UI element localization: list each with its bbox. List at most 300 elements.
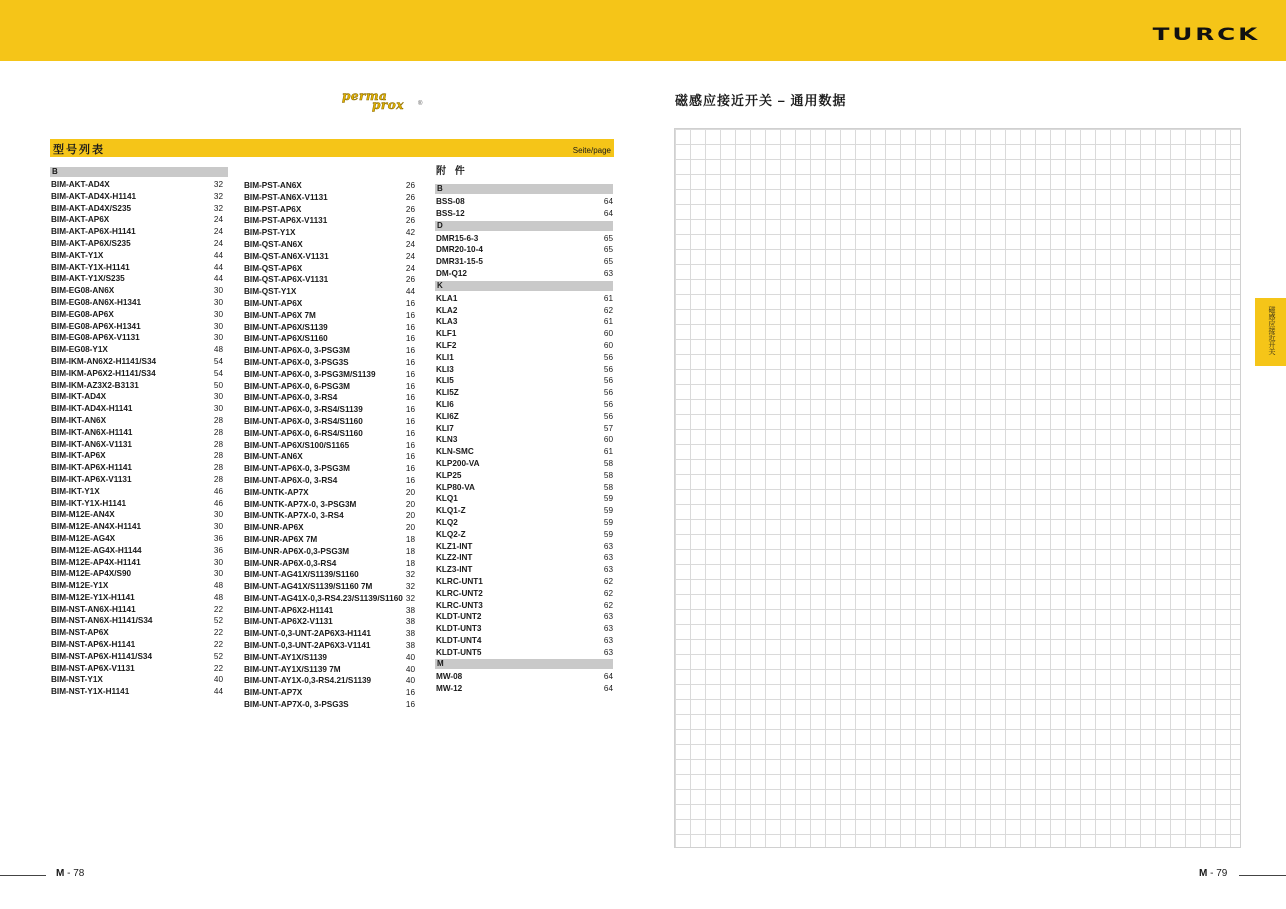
list-item [243,392,415,404]
list-item [435,647,613,659]
page-ref: 60 [603,435,613,445]
model-name: MW-08 [436,672,463,682]
model-name: KLI6Z [436,411,459,421]
page-ref: 62 [603,576,613,586]
page-ref: 58 [603,470,613,480]
page-ref: 59 [603,506,613,516]
model-name: BIM-EG08-AP6X-H1341 [51,321,141,331]
page-ref: 56 [603,411,613,421]
model-name: BIM-UNR-AP6X 7M [244,534,318,544]
page-ref: 46 [213,486,223,496]
list-item [243,204,415,216]
model-name: KLI5 [436,376,454,386]
page-ref: 65 [603,245,613,255]
permaprox-logo: perma prox ® [342,89,423,112]
page-ref: 16 [405,369,415,379]
model-name: KLF1 [436,329,457,339]
page-ref: 28 [213,427,223,437]
model-name: BIM-IKT-AN6X-V1131 [51,439,132,449]
model-name: BIM-UNT-AP6X-0, 6-RS4/S1160 [244,428,363,438]
list-item [435,316,613,328]
page-ref: 24 [405,263,415,273]
model-name: BIM-UNT-0,3-UNT-2AP6X3-V1141 [244,641,371,651]
model-name: KLP25 [436,470,462,480]
model-name: BIM-UNT-AP6X-0, 3-PSG3M [244,464,350,474]
list-item [435,268,613,280]
page-ref: 22 [213,628,223,638]
model-name: BIM-UNT-AY1X-0,3-RS4.21/S1139 [244,676,372,686]
list-item [50,214,223,226]
model-name: BIM-UNT-AP6X2-H1141 [244,605,334,615]
list-item [243,558,415,570]
model-name: BIM-UNT-AY1X/S1139 7M [244,664,341,674]
model-name: BIM-PST-Y1X [244,228,296,238]
list-item [435,256,613,268]
page-heading: 磁感应接近开关 – 通用数据 [675,93,847,108]
model-name: BIM-EG08-AP6X-V1131 [51,333,140,343]
list-item [50,203,223,215]
model-name: KLI3 [436,364,454,374]
model-name: BIM-IKM-AZ3X2-B3131 [51,380,139,390]
page-ref: 62 [603,600,613,610]
model-name: BIM-IKT-AP6X-H1141 [51,463,132,473]
page-ref: 44 [405,287,415,297]
list-item [50,627,223,639]
list-item [50,380,223,392]
page-ref: 28 [213,451,223,461]
model-name: KLI5Z [436,388,459,398]
model-name: BIM-PST-AN6X-V1131 [244,192,328,202]
model-name: KLQ1-Z [436,506,466,516]
list-item [243,699,415,711]
page-ref: 26 [405,216,415,226]
seite-page-label: Seite/page [572,146,611,155]
list-item [50,663,223,675]
page-ref: 26 [405,204,415,214]
model-name: KLQ1 [436,494,458,504]
list-item [435,576,613,588]
page-ref: 18 [405,546,415,556]
list-item [243,251,415,263]
list-item [243,239,415,251]
model-name: BIM-UNTK-AP7X-0, 3-RS4 [244,511,344,521]
accessories-column [435,166,613,695]
list-item [243,463,415,475]
model-name: BIM-M12E-AN4X-H1141 [51,522,142,532]
page-ref: 61 [603,317,613,327]
list-item [50,474,223,486]
footer-right [1190,868,1286,882]
list-item [50,179,223,191]
model-name: DMR20-10-4 [436,245,483,255]
model-name: BIM-IKT-AD4X [51,392,107,402]
list-item [243,534,415,546]
model-name: KLDT-UNT3 [436,624,482,634]
list-item [435,517,613,529]
list-item [50,545,223,557]
model-name: BIM-UNT-AG41X/S1139/S1160 7M [244,582,373,592]
list-item [243,333,415,345]
page-ref: 28 [213,474,223,484]
list-item [50,309,223,321]
side-tab [1255,298,1286,366]
list-item [435,375,613,387]
page-ref: 57 [603,423,613,433]
model-name: BIM-M12E-Y1X-H1141 [51,592,135,602]
list-item [435,411,613,423]
list-item [435,482,613,494]
page-ref: 38 [405,641,415,651]
model-name: BIM-UNT-AP7X [244,688,303,698]
list-item [435,529,613,541]
list-item [50,321,223,333]
page-ref: 46 [213,498,223,508]
list-item [243,345,415,357]
model-name: BSS-08 [436,197,465,206]
list-item [435,328,613,340]
model-name: BIM-UNT-AN6X [244,452,303,462]
page-ref: 63 [603,624,613,634]
model-name: BIM-NST-AP6X [51,628,109,638]
list-item [50,238,223,250]
list-item [435,387,613,399]
page-ref: 24 [213,215,223,225]
page-ref: 22 [213,640,223,650]
page-ref: 24 [213,238,223,248]
model-name: BIM-AKT-Y1X-H1141 [51,262,130,272]
list-item [50,686,223,698]
list-item [435,611,613,623]
model-name: BIM-UNT-AY1X/S1139 [244,652,327,662]
list-item [50,415,223,427]
model-name: BIM-UNTK-AP7X-0, 3-PSG3M [244,499,357,509]
model-name: BIM-AKT-AD4X-H1141 [51,191,137,201]
section-header: K [435,281,613,291]
model-name: BIM-IKT-Y1X [51,486,100,496]
model-name: BIM-UNT-AP7X-0, 3-PSG3S [244,700,349,710]
page-ref: 60 [603,340,613,350]
page-ref: 16 [405,334,415,344]
model-name: BIM-UNR-AP6X-0,3-PSG3M [244,546,350,556]
page-ref: 59 [603,517,613,527]
model-name: BIM-UNT-AP6X/S100/S1165 [244,440,350,450]
page-ref: 58 [603,482,613,492]
page-ref: 16 [405,416,415,426]
model-name: BIM-IKM-AP6X2-H1141/S34 [51,368,156,378]
page-ref: 32 [213,203,223,213]
page-ref: 24 [213,227,223,237]
model-name: BIM-IKT-AP6X [51,451,106,461]
model-column-1 [50,166,223,698]
page-ref: 63 [603,541,613,551]
model-name: KLI7 [436,423,454,433]
page-ref: 62 [603,305,613,315]
page-ref: 64 [603,672,613,682]
page-ref: 26 [405,181,415,190]
section-header: M [435,659,613,669]
model-name: KLA2 [436,305,458,315]
list-item [435,434,613,446]
list-item [50,462,223,474]
model-name: BIM-NST-AP6X-H1141/S34 [51,651,153,661]
model-name: MW-12 [436,684,463,694]
model-name: KLRC-UNT2 [436,588,483,598]
model-name: KLN-SMC [436,447,474,457]
page-ref: 63 [603,565,613,575]
model-name: BIM-M12E-AN4X [51,510,115,520]
footer-rule [1239,875,1286,876]
list-item [243,310,415,322]
model-name: KLP80-VA [436,482,475,492]
model-name: KLZ1-INT [436,541,473,551]
page-ref: 38 [405,629,415,639]
list-item [243,687,415,699]
footer-rule [0,875,46,876]
page-ref: 36 [213,545,223,555]
model-name: BIM-UNR-AP6X [244,523,304,533]
model-name: BIM-IKM-AN6X2-H1141/S34 [51,356,157,366]
list-item [243,616,415,628]
list-item [243,369,415,381]
page-ref: 56 [603,376,613,386]
page-ref: 16 [405,322,415,332]
page-ref: 44 [213,262,223,272]
page-ref: 56 [603,352,613,362]
list-item [435,564,613,576]
page-ref: 40 [405,664,415,674]
model-name: BIM-UNT-AP6X-0, 3-PSG3S [244,357,349,367]
list-item [435,208,613,220]
page-ref: 54 [213,368,223,378]
list-item [50,191,223,203]
page-ref: 63 [603,612,613,622]
list-item [243,322,415,334]
model-name: KLDT-UNT4 [436,635,482,645]
page-ref: 20 [405,487,415,497]
page-ref: 54 [213,356,223,366]
list-item [50,297,223,309]
model-name: KLZ2-INT [436,553,473,563]
model-column-2 [243,180,415,711]
model-list-header [50,139,614,157]
section-header: B [435,184,613,194]
page-ref: 16 [405,298,415,308]
list-item [50,439,223,451]
list-item [435,305,613,317]
page-ref: 63 [603,268,613,278]
model-name: KLA1 [436,293,458,303]
list-item [50,557,223,569]
list-item [50,521,223,533]
page-ref: 16 [405,381,415,391]
page-ref: 62 [603,588,613,598]
page-ref: 16 [405,346,415,356]
model-name: BIM-IKT-AN6X [51,415,107,425]
model-name: BIM-UNT-AP6X [244,298,303,308]
list-item [50,592,223,604]
list-item [243,416,415,428]
page-number-right: M - 79 [1199,868,1228,879]
model-name: BIM-QST-Y1X [244,287,297,297]
page-ref: 24 [405,239,415,249]
page-ref: 18 [405,534,415,544]
page-ref: 28 [213,415,223,425]
page-ref: 20 [405,499,415,509]
model-name: BIM-UNT-AP6X/S1160 [244,334,328,344]
list-item [243,605,415,617]
list-item [435,635,613,647]
model-name: KLF2 [436,340,457,350]
list-item [243,569,415,581]
list-item [435,399,613,411]
model-name: BIM-QST-AN6X [244,239,303,249]
model-name: BIM-UNT-AG41X/S1139/S1160 [244,570,359,580]
list-item [435,671,613,683]
model-name: BIM-AKT-AP6X [51,215,110,225]
page-ref: 24 [405,251,415,261]
side-tab-label: 磁感应接近开关 [1268,306,1275,355]
model-name: BIM-UNT-AP6X-0, 3-RS4/S1139 [244,405,363,415]
list-item [243,192,415,204]
model-name: BIM-NST-Y1X-H1141 [51,687,130,697]
page-ref: 30 [213,522,223,532]
page-ref: 32 [213,180,223,189]
page-ref: 44 [213,250,223,260]
list-item [243,475,415,487]
list-item [50,604,223,616]
page-number-left: M - 78 [56,868,85,879]
model-name: BIM-UNTK-AP7X [244,487,309,497]
page-ref: 61 [603,293,613,303]
list-item [50,273,223,285]
model-name: BIM-EG08-Y1X [51,345,108,355]
list-item [50,344,223,356]
model-name: BIM-AKT-AD4X/S235 [51,203,132,213]
page-ref: 59 [603,529,613,539]
model-name: BIM-NST-Y1X [51,675,103,685]
page-ref: 26 [405,275,415,285]
list-item [50,285,223,297]
list-item [243,381,415,393]
model-name: BIM-IKT-AD4X-H1141 [51,404,133,414]
model-name: DMR31-15-5 [436,257,483,267]
page-ref: 56 [603,364,613,374]
list-item [243,652,415,664]
list-item [435,552,613,564]
page-ref: 30 [213,321,223,331]
page-ref: 30 [213,557,223,567]
list-item [243,404,415,416]
list-item [243,286,415,298]
page-ref: 48 [213,581,223,591]
model-name: BIM-EG08-AN6X-H1341 [51,297,142,307]
model-name: KLQ2-Z [436,529,466,539]
list-item [243,546,415,558]
model-name: KLI6 [436,399,454,409]
list-item [50,450,223,462]
list-item [435,340,613,352]
model-name: BIM-M12E-AP4X-H1141 [51,557,141,567]
list-item [50,533,223,545]
list-item [50,486,223,498]
page-ref: 30 [213,404,223,414]
list-item [243,581,415,593]
page-ref: 16 [405,452,415,462]
list-item [50,356,223,368]
model-name: BIM-IKT-Y1X-H1141 [51,498,127,508]
list-item [50,391,223,403]
model-name: BIM-NST-AP6X-H1141 [51,640,136,650]
model-name: BIM-UNT-AG41X-0,3-RS4.23/S1139/S1160 [244,593,403,603]
page-ref: 32 [405,582,415,592]
page-ref: 16 [405,310,415,320]
page-ref: 28 [213,439,223,449]
list-item [243,640,415,652]
list-item [435,233,613,245]
model-name: BIM-AKT-AP6X-H1141 [51,227,136,237]
model-name: BIM-IKT-AN6X-H1141 [51,427,133,437]
model-name: BIM-M12E-Y1X [51,581,109,591]
page-ref: 48 [213,345,223,355]
list-item [435,196,613,208]
list-item [243,451,415,463]
page-ref: 44 [213,687,223,697]
page-ref: 30 [213,286,223,296]
page-ref: 16 [405,440,415,450]
section-header: D [435,221,613,231]
page-ref: 26 [405,192,415,202]
list-item [50,262,223,274]
page-ref: 16 [405,357,415,367]
page-ref: 16 [405,405,415,415]
model-name: BIM-UNT-AP6X-0, 6-PSG3M [244,381,350,391]
list-item [50,568,223,580]
model-name: BIM-NST-AP6X-V1131 [51,663,135,673]
list-item [50,332,223,344]
list-item [50,651,223,663]
list-item [50,403,223,415]
page-ref: 63 [603,647,613,657]
list-item [435,470,613,482]
page-ref: 60 [603,329,613,339]
page-ref: 63 [603,553,613,563]
page-ref: 30 [213,510,223,520]
model-name: BIM-UNT-AP6X2-V1131 [244,617,333,627]
page-ref: 40 [213,675,223,685]
model-name: BIM-QST-AP6X-V1131 [244,275,329,285]
page-ref: 30 [213,333,223,343]
page-ref: 40 [405,652,415,662]
page-ref: 32 [405,593,415,603]
list-item [243,510,415,522]
list-item [243,298,415,310]
model-name: BIM-PST-AP6X-V1131 [244,216,328,226]
list-item [243,628,415,640]
page-ref: 64 [603,684,613,694]
model-name: BIM-IKT-AP6X-V1131 [51,474,132,484]
model-name: BIM-M12E-AP4X/S90 [51,569,132,579]
page-ref: 28 [213,463,223,473]
model-name: BIM-QST-AN6X-V1131 [244,251,329,261]
list-item [435,352,613,364]
page-ref: 52 [213,616,223,626]
list-item [435,458,613,470]
list-item [243,675,415,687]
model-name: BIM-UNR-AP6X-0,3-RS4 [244,558,337,568]
list-item [243,180,415,192]
notes-grid [674,128,1241,848]
model-name: BIM-NST-AN6X-H1141/S34 [51,616,153,626]
